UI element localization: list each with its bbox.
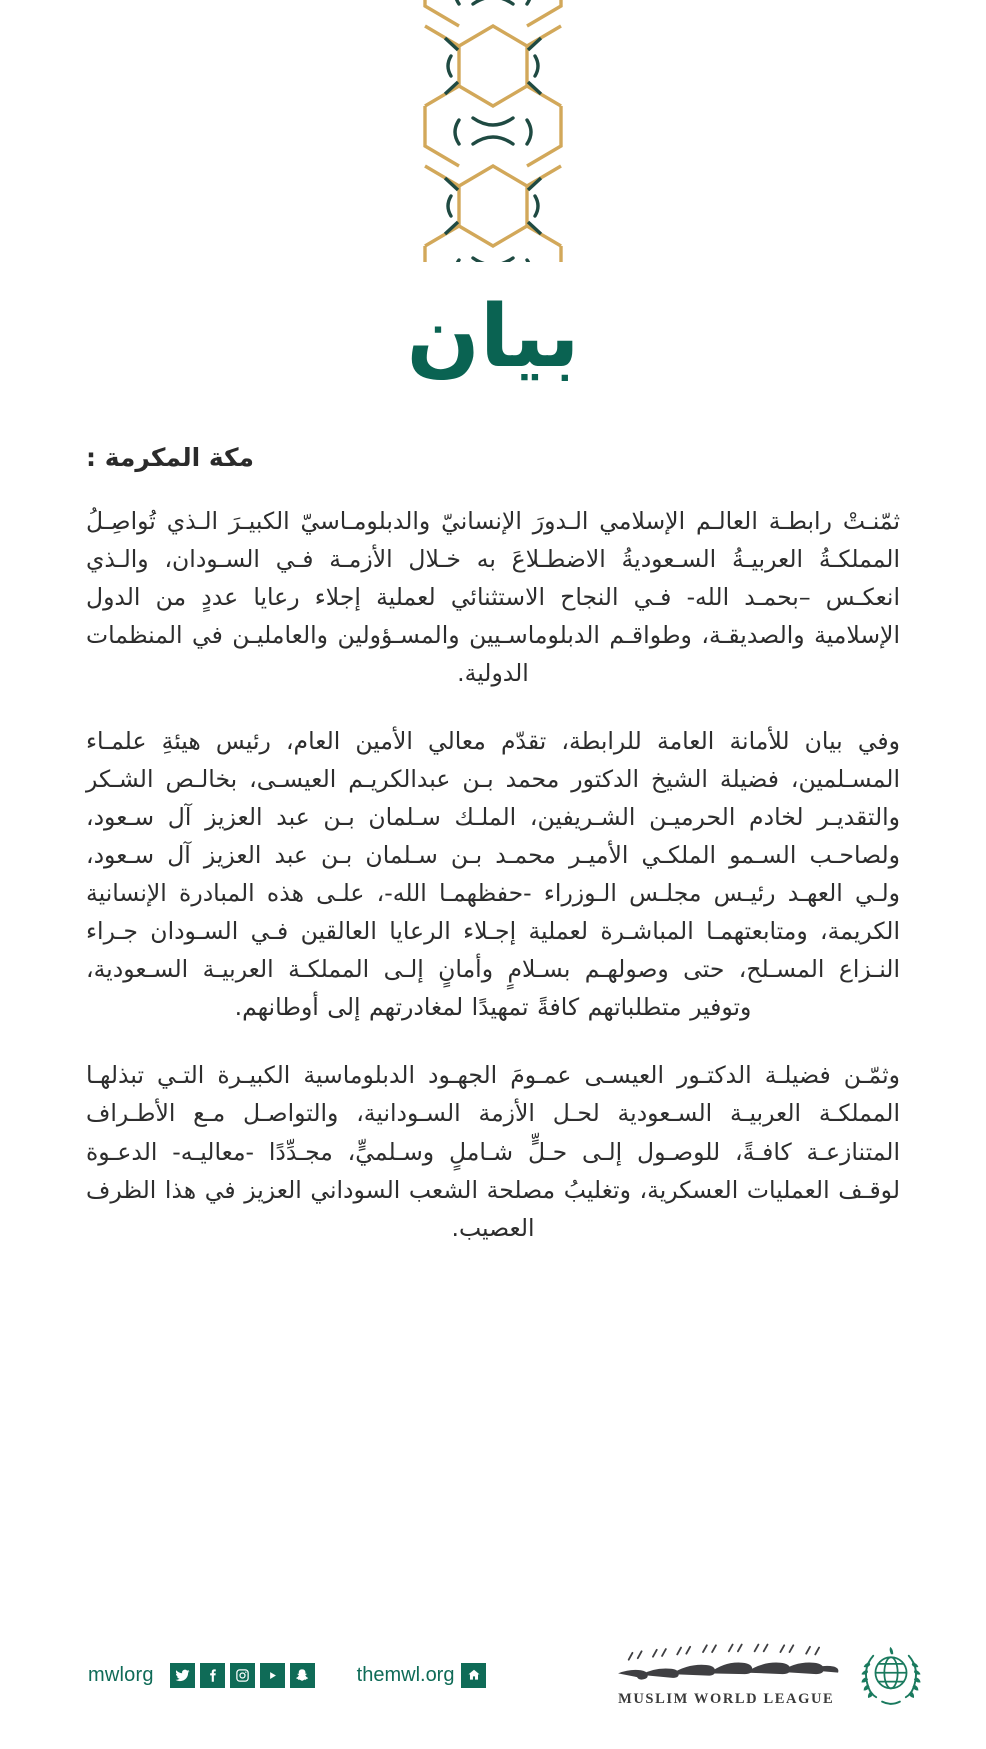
instagram-icon[interactable] (230, 1663, 255, 1688)
organization-name-latin: MUSLIM WORLD LEAGUE (618, 1690, 835, 1707)
paragraph: ثمّنـتْ رابطـة العالـم الإسلامي الـدورَ الإنسانيّ والدبلومـاسيّ الكبيـرَ الـذي تُواصِـلُ المملكـةُ العربيـةُ السـعوديةُ الاضطـلاعَ به خـلال الأزمـة فـي السـودان، والـذي انعكـس –بحمـد الله- فـي النجاح الاستثنائي لعملية إجلاء رعايا عددٍ من الدول الإسلامية والصديقـة، وطواقـم الدبلوماسـيين والمسـؤولين والعامليـن في المنظمات الدولية. (86, 506, 900, 687)
title-area (0, 287, 986, 387)
paragraph: وثمّـن فضيلـة الدكتـور العيسـى عمـومَ الجهـود الدبلوماسية الكبيـرة التـي تبذلهـا المملكـة العربيـة السـعودية لحـل الأزمة السـودانية، والتواصـل مـع الأطـراف المتنازعـة كافـةً، للوصـول إلـى حـلٍّ شـاملٍ وسـلميٍّ، مجـدِّدًا -معاليـه- الدعـوة لوقـف العمليات العسكرية، وتغليبُ مصلحة الشعب السوداني العزيز في هذا الظرف العصيب. (86, 1061, 900, 1242)
footer-social-area (88, 1663, 486, 1688)
social-handle: mwlorg (88, 1663, 154, 1686)
website-group (357, 1663, 487, 1688)
dateline-heading: مكة المكرمة : (86, 442, 255, 472)
globe-wreath-emblem-icon (854, 1638, 928, 1712)
website-url[interactable]: themwl.org (356, 1663, 455, 1686)
paragraph: وفي بيان للأمانة العامة للرابطة، تقدّم معالي الأمين العام، رئيس هيئةِ علمـاء المسـلمين، فضيلة الشيخ الدكتور محمد بـن عبدالكريـم العيسـى، بخالـص الشـكر والتقديـر لخادم الحرميـن الشـريفين، الملـك سـلمان بـن عبد العزيز آل سـعود، ولصاحـب السـمو الملكـي الأميـر محمـد بـن سـلمان بـن عبد العزيز آل سـعود، ولـي العهـد رئيـس مجلـس الـوزراء -حفظهمـا الله-، علـى هذه المبادرة الإنسانية الكريمة، ومتابعتهمـا المباشـرة لعملية إجـلاء الرعايا العالقين فـي السـودان جـراء النـزاع المسـلح، حتى وصولهـم بسـلامٍ وأمانٍ إلـى المملكـة العربيـة السـعودية، وتوفير متطلباتهم كافةً تمهيدًا لمغادرتهم إلى أوطانهم. (86, 726, 900, 1022)
page-title: بيان (406, 287, 580, 387)
home-icon[interactable] (461, 1663, 486, 1688)
footer (0, 1619, 986, 1749)
social-links (170, 1663, 315, 1688)
organization-logo (612, 1638, 928, 1712)
youtube-icon[interactable] (260, 1663, 285, 1688)
geometric-pattern-icon (417, 0, 569, 262)
snapchat-icon[interactable] (290, 1663, 315, 1688)
twitter-icon[interactable] (170, 1663, 195, 1688)
mwl-arabic-calligraphy-icon (612, 1643, 840, 1687)
ornament-band (0, 0, 986, 262)
facebook-icon[interactable] (200, 1663, 225, 1688)
statement-body (0, 443, 986, 1749)
logo-wordmark (612, 1643, 840, 1708)
